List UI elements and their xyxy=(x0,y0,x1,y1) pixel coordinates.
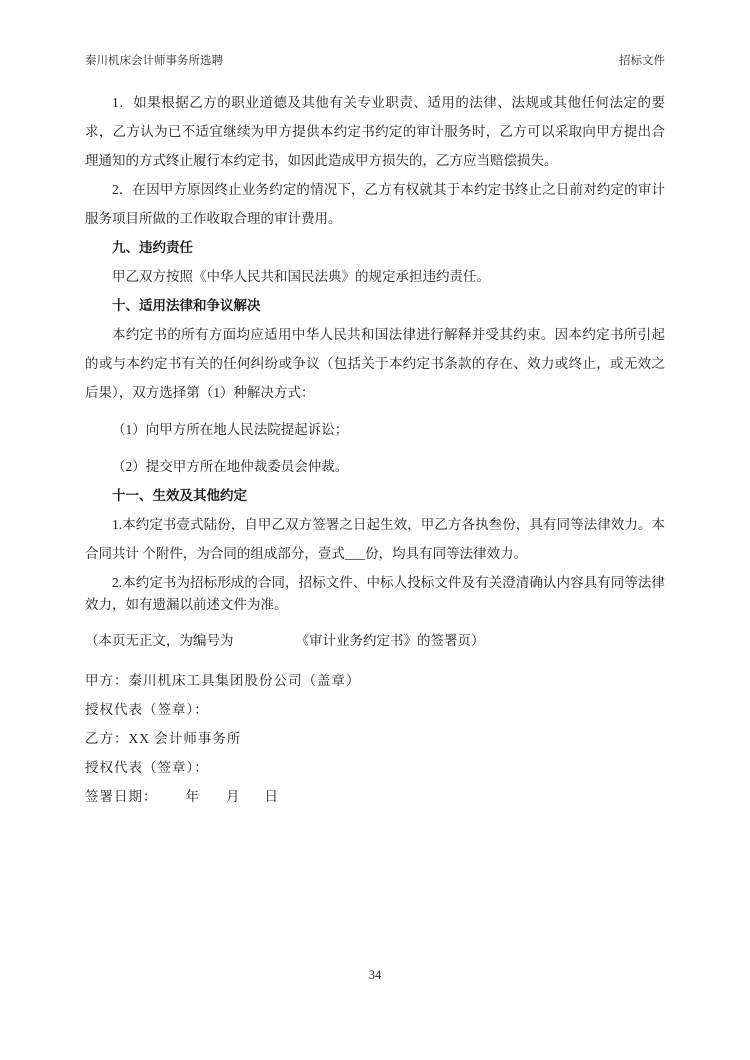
party-a-representative-line: 授权代表（签章）： xyxy=(85,701,209,717)
page-header xyxy=(85,52,665,68)
sign-date-label: 签署日期： xyxy=(85,788,158,804)
party-b-representative-line: 授权代表（签章）： xyxy=(85,759,209,775)
paragraph-section-11-1: 1.本约定书壹式陆份，自甲乙双方签署之日起生效，甲乙方各执叁份，具有同等法律效力。本合同共计 个附件，为合同的组成部分，壹式___份，均具有同等法律效力。 xyxy=(85,517,665,561)
signature-page-note-prefix: （本页无正文，为编号为 xyxy=(85,633,234,648)
page-number: 34 xyxy=(368,968,382,982)
party-a-line: 甲方：秦川机床工具集团股份公司（盖章） xyxy=(85,672,361,688)
party-b-line: 乙方：XX 会计师事务所 xyxy=(85,730,242,746)
paragraph-section-10: 本约定书的所有方面均应适用中华人民共和国法律进行解释并受其约束。因本约定书所引起的或与本约定书有关的任何纠纷或争议（包括关于本约定书条款的存在、效力或终止，或无效之后果），双方选择第（1）种解决方式： xyxy=(85,327,665,400)
header-right-label: 招标文件 xyxy=(619,55,665,67)
section-heading-10: 十、适用法律和争议解决 xyxy=(112,298,261,313)
dispute-option-1: （1）向甲方所在地人民法院提起诉讼； xyxy=(112,422,349,437)
signature-page-note xyxy=(85,630,665,652)
section-heading-11: 十一、生效及其他约定 xyxy=(112,488,247,503)
sign-date-day: 日 xyxy=(264,788,279,804)
paragraph-section-9: 甲乙双方按照《中华人民共和国民法典》的规定承担违约责任。 xyxy=(112,269,490,284)
paragraph-termination-2: 2．在因甲方原因终止业务约定的情况下，乙方有权就其于本约定书终止之日前对约定的审计服务项目所做的工作收取合理的审计费用。 xyxy=(85,182,665,226)
sign-date-month: 月 xyxy=(226,788,241,804)
dispute-option-2: （2）提交甲方所在地仲裁委员会仲裁。 xyxy=(112,459,349,474)
section-heading-9: 九、违约责任 xyxy=(112,240,193,255)
sign-date-year: 年 xyxy=(185,788,200,804)
paragraph-section-11-2: 2.本约定书为招标形成的合同，招标文件、中标人投标文件及有关澄清确认内容具有同等法律效力，如有遗漏以前述文件为准。 xyxy=(85,575,665,612)
sign-date-line xyxy=(85,782,665,811)
header-left-title: 秦川机床会计师事务所选聘 xyxy=(85,55,223,67)
paragraph-termination-1: 1．如果根据乙方的职业道德及其他有关专业职责、适用的法律、法规或其他任何法定的要求，乙方认为已不适宜继续为甲方提供本约定书约定的审计服务时，乙方可以采取向甲方提出合理通知的方式终止履行本约定书，如因此造成甲方损失的，乙方应当赔偿损失。 xyxy=(85,95,665,168)
signature-page-note-suffix: 《审计业务约定书》的签署页） xyxy=(295,633,485,648)
page-footer xyxy=(0,968,750,983)
